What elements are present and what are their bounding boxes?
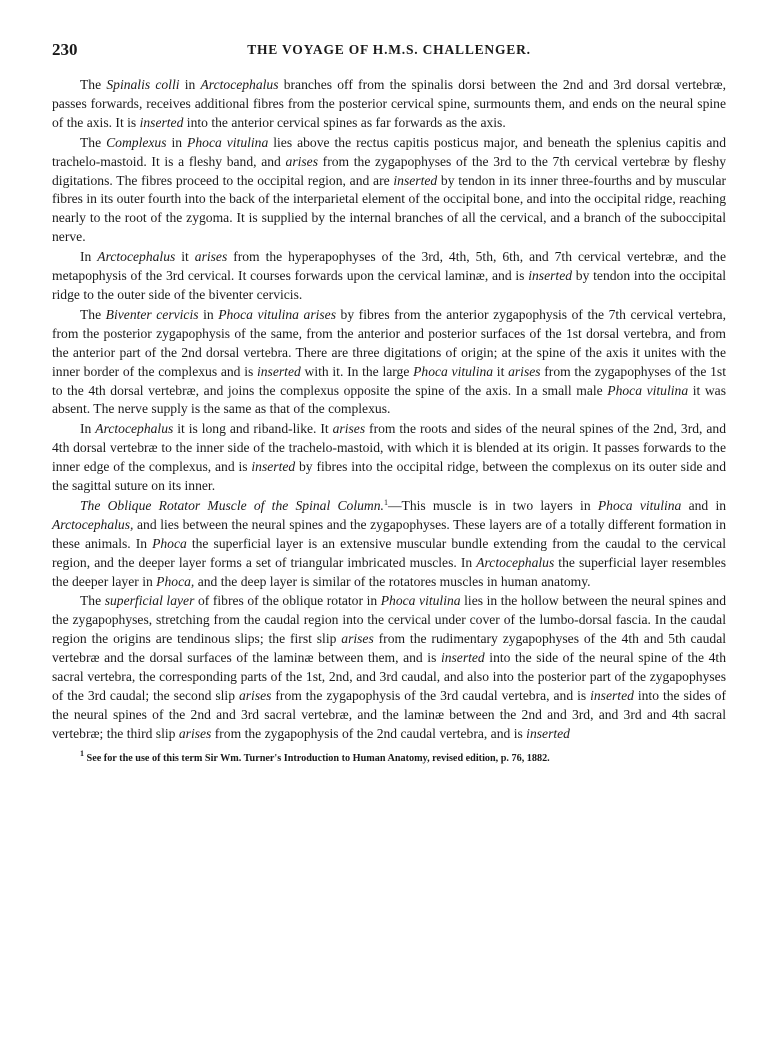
text-run: in bbox=[198, 306, 219, 322]
italic-term: inserted bbox=[393, 172, 438, 188]
italic-term: arises bbox=[508, 363, 541, 379]
text-run: from the roots and sides of the neural spines of the 2nd, 3rd, and 4th dorsal vertebræ to the inner side of the trachelo-mastoid, with which it is blended at its origin. It passes forwards to the inner edge of the complexus, and is bbox=[52, 421, 727, 475]
paragraph-superficial-layer bbox=[52, 592, 726, 743]
italic-term: Arctocephalus bbox=[476, 554, 555, 570]
paragraph-spinalis-colli bbox=[52, 76, 726, 133]
page-number: 230 bbox=[52, 40, 78, 59]
paragraph-biventer-phoca bbox=[52, 306, 726, 419]
body-text bbox=[52, 76, 726, 744]
text-run: of fibres of the oblique rotator in bbox=[194, 593, 381, 609]
italic-term: Arctocephalus bbox=[97, 249, 176, 265]
text-run: into the side of the neural spine of the 4th sacral vertebra, the corresponding parts of the 1st, 2nd, and 3rd caudal, and also into the posterior part of the zygapophyses of the 3rd caudal; the second slip bbox=[52, 650, 727, 703]
text-run: The bbox=[80, 593, 105, 609]
italic-term: Biventer cervicis bbox=[105, 306, 199, 322]
italic-term: Phoca vitulina bbox=[607, 382, 689, 398]
text-run: by tendon in its inner three-fourths and by muscular fibres in its outer fourth into the back of the interparietal element of the occipital bone, and into the occipital ridge, reaching nearly to the root of the zygoma. It is supplied by the internal branches of all the cervical, and a branch of the suboccipital nerve. bbox=[52, 172, 727, 245]
italic-term: The Oblique Rotator Muscle of the Spinal Column. bbox=[80, 497, 384, 513]
italic-term: arises bbox=[238, 688, 272, 703]
italic-term: arises bbox=[332, 421, 366, 437]
text-run: by fibres into the occipital ridge, between the complexus on its outer side and the sagittal suture on its inner. bbox=[52, 459, 726, 494]
paragraph-biventer-arctocephalus bbox=[52, 420, 726, 496]
text-run: it bbox=[493, 363, 509, 379]
italic-term: Phoca vitulina bbox=[597, 497, 682, 513]
italic-term: inserted bbox=[139, 114, 184, 130]
text-run: with it. In the large bbox=[300, 363, 414, 379]
italic-term: inserted bbox=[251, 459, 296, 475]
text-run: from the rudimentary zygapophyses of the 4th and 5th caudal vertebræ and the dorsal surfaces of the laminæ between them, and is bbox=[52, 631, 726, 666]
text-run: lies in the hollow between the neural spines and the zygapophyses, stretching from the caudal region into the cervical under cover of the lumbo-dorsal fascia. In the caudal region the origins are tendinous slips; the first slip bbox=[52, 593, 726, 647]
text-run: the superficial layer is an extensive muscular bundle extending from the caudal to the cervical region, and the deeper layer forms a set of triangular imbricated muscles. In bbox=[52, 535, 726, 570]
document-page bbox=[52, 40, 726, 766]
text-run: from the hyperapophyses of the 3rd, 4th, 5th, 6th, and 7th cervical vertebræ, and the metapophysis of the 3rd cervical. It courses forwards upon the cervical laminæ, and is bbox=[52, 249, 726, 284]
italic-term: Phoca bbox=[152, 535, 187, 551]
text-run: by fibres from the anterior zygapophysis of the 7th cervical vertebra, from the posterior zygapophysis of the same, from the anterior and posterior surfaces of the 1st dorsal vertebra, and from the anterior part of the 2nd dorsal vertebra. There are three digitations of origin; at the spine of the axis it unites with the inner border of the complexus and is bbox=[52, 306, 726, 379]
text-run: branches off from the spinalis dorsi between the 2nd and 3rd dorsal vertebræ, passes forwards, receives additional fibres from the posterior cervical spine, surmounts them, and ends on the neural spine of the axis. It is bbox=[52, 77, 726, 130]
italic-term: Phoca vitulina bbox=[413, 363, 494, 379]
paragraph-complexus-arctocephalus bbox=[52, 248, 726, 305]
italic-term: arises bbox=[194, 249, 228, 265]
text-run: it was absent. The nerve supply is the same as that of the complexus. bbox=[52, 382, 726, 417]
text-run: and in bbox=[681, 497, 727, 513]
footnote-marker: 1 bbox=[80, 748, 84, 758]
italic-term: arises bbox=[341, 631, 374, 647]
text-run: and the deep layer is similar of the rotatores muscles in human anatomy. bbox=[194, 573, 591, 589]
text-run: by tendon into the occipital ridge to the outer side of the biventer cervicis. bbox=[52, 268, 727, 302]
italic-term: Phoca vitulina bbox=[187, 134, 269, 150]
text-run: it bbox=[175, 249, 195, 265]
italic-term: Arctocephalus, bbox=[52, 516, 134, 532]
text-run: lies above the rectus capitis posticus major, and beneath the splenius capitis and trachelo-mastoid. It is a fleshy band, and bbox=[52, 134, 726, 169]
italic-term: Phoca, bbox=[156, 573, 195, 589]
text-run: from the zygapophysis of the 2nd caudal vertebra, and is bbox=[211, 725, 527, 741]
italic-term: superficial layer bbox=[104, 593, 195, 609]
italic-term: Spinalis colli bbox=[106, 77, 180, 92]
italic-term: inserted bbox=[590, 688, 634, 703]
text-run: from the zygapophyses of the 1st to the 4th dorsal vertebræ, and joins the complexus opposite the spine of the axis. In a small male bbox=[52, 363, 726, 398]
text-run: The bbox=[80, 77, 107, 92]
footnote bbox=[52, 748, 726, 766]
text-run: from the zygapophysis of the 3rd caudal vertebra, and is bbox=[271, 688, 591, 703]
text-run: The bbox=[80, 306, 106, 322]
text-run: In bbox=[80, 249, 98, 265]
running-header bbox=[52, 40, 726, 62]
paragraph-oblique-rotator bbox=[52, 497, 726, 592]
text-run: In bbox=[80, 421, 96, 437]
text-run: —This muscle is in two layers in bbox=[387, 497, 598, 513]
italic-term: arises bbox=[178, 725, 212, 741]
text-run: from the zygapophyses of the 3rd to the 7th cervical vertebræ by fleshy digitations. The fibres proceed to the occipital region, and are bbox=[52, 153, 726, 188]
italic-term: Arctocephalus bbox=[200, 77, 279, 92]
text-run: and lies between the neural spines and the zygapophyses. These layers are of a totally different formation in these animals. In bbox=[52, 516, 726, 551]
text-run: The bbox=[80, 134, 107, 150]
italic-term: Arctocephalus bbox=[95, 421, 174, 437]
italic-term: inserted bbox=[528, 268, 573, 284]
footnote-text: See for the use of this term Sir Wm. Turner's Introduction to Human Anatomy, revised edition, p. 76, 1882. bbox=[84, 752, 550, 764]
text-run: in bbox=[166, 134, 188, 150]
italic-term: inserted bbox=[526, 725, 570, 741]
italic-term: Phoca vitulina bbox=[380, 593, 461, 609]
text-run: in bbox=[179, 77, 201, 92]
text-run: into the anterior cervical spines as far forwards as the axis. bbox=[183, 114, 506, 130]
text-run: the superficial layer resembles the deeper layer in bbox=[52, 554, 726, 589]
paragraph-complexus-phoca bbox=[52, 134, 726, 247]
italic-term: inserted bbox=[440, 650, 485, 666]
italic-term: arises bbox=[285, 153, 318, 169]
italic-term: arises bbox=[303, 306, 337, 322]
italic-term: Phoca vitulina bbox=[218, 306, 299, 322]
text-run: into the sides of the neural spines of the 2nd and 3rd sacral vertebræ, and the laminæ between the 2nd and 3rd, and 3rd and 4th sacral vertebræ; the third slip bbox=[52, 688, 726, 741]
italic-term: inserted bbox=[256, 363, 301, 379]
footnote-reference: 1 bbox=[383, 497, 388, 507]
text-run: it is long and riband-like. It bbox=[173, 421, 333, 437]
running-title: THE VOYAGE OF H.M.S. CHALLENGER. bbox=[247, 42, 531, 57]
italic-term: Complexus bbox=[106, 134, 167, 150]
